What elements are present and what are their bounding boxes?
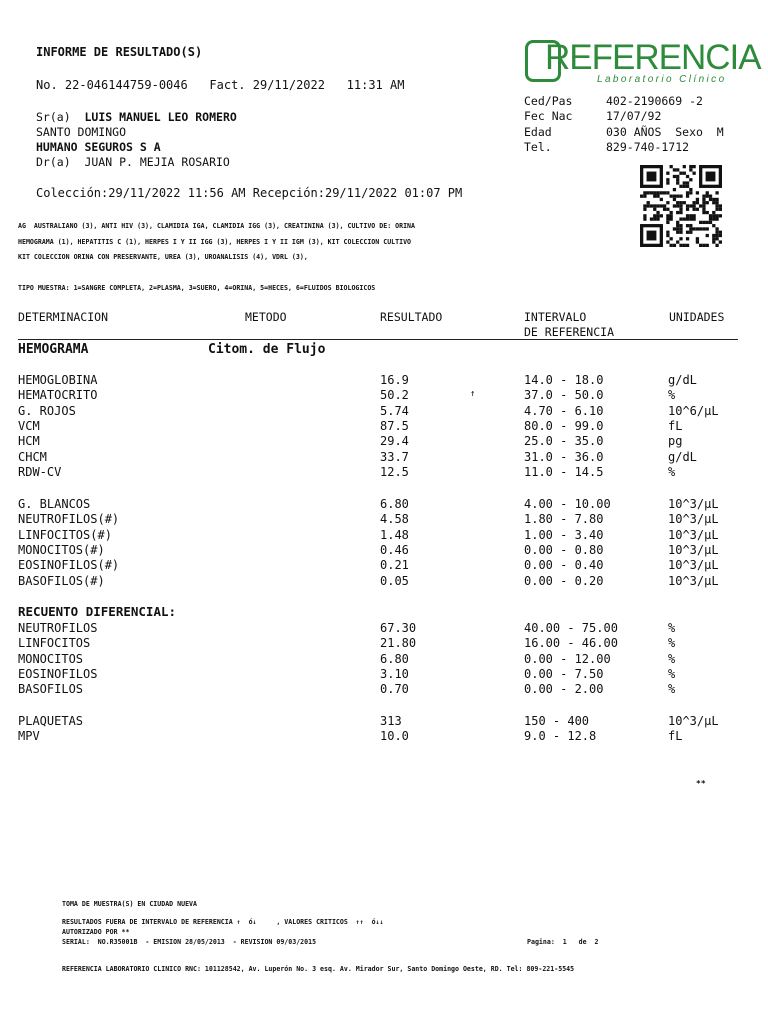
test-name: MONOCITOS(#): [18, 542, 105, 557]
test-reference: 80.0 - 99.0: [524, 418, 604, 433]
table-row: [18, 419, 748, 434]
test-reference: 1.00 - 3.40: [524, 527, 604, 542]
sample-types: TIPO MUESTRA: 1=SANGRE COMPLETA, 2=PLASMA, 3=SUERO, 4=ORINA, 5=HECES, 6=FLUIDOS BIOLOGICOS: [18, 284, 376, 292]
table-row: [18, 450, 748, 465]
test-name: MPV: [18, 729, 40, 744]
test-reference: 37.0 - 50.0: [524, 388, 604, 403]
test-result: 16.9: [380, 373, 409, 387]
insurer: HUMANO SEGUROS S A: [36, 140, 161, 154]
edad-value: 030 AÑOS Sexo M: [606, 125, 724, 139]
tel-label: Tel.: [524, 140, 552, 154]
test-unit: %: [668, 651, 676, 666]
ced-value: 402-2190669 -2: [606, 94, 703, 108]
patient-line: [36, 110, 237, 124]
test-reference: 31.0 - 36.0: [524, 449, 604, 464]
table-row: [18, 434, 748, 449]
test-result: 313: [380, 714, 402, 728]
col-resultado: RESULTADO: [380, 310, 443, 324]
test-name: VCM: [18, 418, 40, 433]
test-name: BASOFILOS(#): [18, 573, 105, 588]
test-reference: 4.70 - 6.10: [524, 403, 604, 418]
test-result: 0.46: [380, 542, 409, 557]
table-row: [18, 497, 748, 512]
test-unit: %: [668, 464, 676, 479]
table-row: [18, 558, 748, 573]
test-name: G. BLANCOS: [18, 497, 91, 511]
test-result: 6.80: [380, 651, 409, 666]
test-reference: 40.00 - 75.00: [524, 621, 618, 635]
col-intervalo: INTERVALO: [524, 310, 587, 324]
table-row: [18, 404, 748, 419]
tests-line-3: KIT COLECCION ORINA CON PRESERVANTE, UREA (3), UROANALISIS (4), VDRL (3),: [18, 253, 308, 261]
test-name: NEUTROFILOS(#): [18, 512, 120, 527]
test-name: CHCM: [18, 449, 47, 464]
test-reference: 25.0 - 35.0: [524, 434, 604, 449]
test-result: 10.0: [380, 729, 409, 744]
ced-label: Ced/Pas: [524, 94, 573, 108]
test-reference: 0.00 - 7.50: [524, 666, 604, 681]
tests-line-1: AG AUSTRALIANO (3), ANTI HIV (3), CLAMIDIA IGA, CLAMIDIA IGG (3), CREATININA (3), CULTIVO DE: ORINA: [18, 222, 415, 230]
lab-logo: [523, 38, 761, 90]
test-result: 0.05: [380, 573, 409, 588]
test-unit: %: [668, 666, 676, 681]
test-reference: 0.00 - 2.00: [524, 682, 604, 697]
test-unit: g/dL: [668, 373, 697, 387]
test-unit: pg: [668, 434, 683, 449]
test-unit: 10^3/µL: [668, 512, 719, 527]
test-result: 29.4: [380, 434, 409, 449]
table-row: [18, 667, 748, 682]
col-unidades: UNIDADES: [669, 310, 725, 324]
test-reference: 150 - 400: [524, 714, 590, 728]
test-name: LINFOCITOS: [18, 636, 91, 651]
section-title: HEMOGRAMA: [18, 342, 89, 357]
test-name: EOSINOFILOS: [18, 666, 98, 681]
test-unit: 10^3/µL: [668, 558, 719, 573]
fec-value: 17/07/92: [606, 109, 662, 123]
footer-pagina: Pagina: 1 de 2: [527, 938, 599, 946]
table-row: [18, 373, 748, 388]
test-name: EOSINOFILOS(#): [18, 558, 120, 573]
table-row: [18, 512, 748, 527]
test-name: PLAQUETAS: [18, 714, 84, 728]
test-name: MONOCITOS: [18, 651, 84, 666]
test-result: 1.48: [380, 527, 409, 542]
test-reference: 0.00 - 0.20: [524, 573, 604, 588]
col-metodo: METODO: [245, 310, 287, 324]
test-name: HEMATOCRITO: [18, 388, 98, 403]
test-unit: %: [668, 636, 676, 651]
test-name: HCM: [18, 434, 40, 449]
test-result: 0.70: [380, 682, 409, 697]
tel-value: 829-740-1712: [606, 140, 690, 154]
test-unit: fL: [668, 418, 683, 433]
test-name: RDW-CV: [18, 464, 62, 479]
test-name: HEMOGLOBINA: [18, 373, 98, 387]
test-unit: fL: [668, 729, 683, 744]
report-title: INFORME DE RESULTADO(S): [36, 45, 203, 59]
footer-toma: TOMA DE MUESTRA(S) EN CIUDAD NUEVA: [62, 900, 197, 908]
test-unit: 10^3/µL: [668, 714, 719, 728]
test-reference: 16.00 - 46.00: [524, 636, 618, 651]
section-method: Citom. de Flujo: [208, 342, 326, 357]
table-row: [18, 543, 748, 558]
test-unit: 10^3/µL: [668, 573, 719, 588]
table-row: [18, 682, 748, 697]
patient-name: LUIS MANUEL LEO ROMERO: [84, 110, 237, 124]
patient-prefix: Sr(a): [36, 110, 71, 124]
tests-line-2: HEMOGRAMA (1), HEPATITIS C (1), HERPES I Y II IGG (3), HERPES I Y II IGM (3), KIT COLECCION CULTIVO: [18, 238, 412, 246]
header-divider: [18, 339, 738, 340]
test-reference: 0.00 - 0.80: [524, 542, 604, 557]
patient-city: SANTO DOMINGO: [36, 125, 127, 139]
doctor: Dr(a) JUAN P. MEJIA ROSARIO: [36, 155, 230, 169]
test-name: G. ROJOS: [18, 403, 76, 418]
table-row: [18, 465, 748, 480]
test-unit: 10^3/µL: [668, 527, 719, 542]
test-result: 33.7: [380, 449, 409, 464]
test-name: LINFOCITOS(#): [18, 527, 112, 542]
test-unit: 10^3/µL: [668, 542, 719, 557]
table-row: [18, 574, 748, 589]
test-reference: 0.00 - 12.00: [524, 651, 611, 666]
table-row: [18, 636, 748, 651]
test-reference: 11.0 - 14.5: [524, 464, 604, 479]
test-unit: 10^3/µL: [668, 497, 719, 511]
table-row: [18, 652, 748, 667]
test-unit: g/dL: [668, 449, 697, 464]
logo-subtitle: Laboratorio Clínico: [597, 74, 727, 85]
test-reference: 0.00 - 0.40: [524, 558, 604, 573]
test-unit: 10^6/µL: [668, 403, 719, 418]
differential-title: RECUENTO DIFERENCIAL:: [18, 604, 177, 619]
test-reference: 4.00 - 10.00: [524, 497, 611, 511]
test-result: 3.10: [380, 666, 409, 681]
end-mark: **: [696, 779, 706, 788]
footer-serial: SERIAL: NO.R35001B - EMISION 28/05/2013 - REVISION 09/03/2015: [62, 938, 317, 946]
test-name: NEUTROFILOS: [18, 621, 98, 635]
test-unit: %: [668, 388, 676, 403]
test-reference: 14.0 - 18.0: [524, 373, 604, 387]
footer-legend: RESULTADOS FUERA DE INTERVALO DE REFERENCIA ↑ ó↓ , VALORES CRITICOS ↑↑ ó↓↓: [62, 918, 384, 926]
table-row: [18, 714, 748, 729]
footer-address: REFERENCIA LABORATORIO CLINICO RNC: 101128542, Av. Luperón No. 3 esq. Av. Mirador Sur, Santo Domingo Oeste, RD. Tel: 809-221-5545: [62, 965, 575, 973]
table-row: [18, 388, 748, 403]
table-row: [18, 729, 748, 744]
footer-autorizado: AUTORIZADO POR **: [62, 928, 130, 936]
test-unit: %: [668, 621, 676, 635]
col-de-referencia: DE REFERENCIA: [524, 325, 615, 339]
test-unit: %: [668, 682, 676, 697]
test-result: 21.80: [380, 636, 417, 651]
fec-label: Fec Nac: [524, 109, 573, 123]
test-reference: 9.0 - 12.8: [524, 729, 597, 744]
test-result: 4.58: [380, 512, 409, 527]
test-result: 12.5: [380, 464, 409, 479]
test-name: BASOFILOS: [18, 682, 84, 697]
test-result: 87.5: [380, 418, 409, 433]
test-result: 67.30: [380, 621, 417, 635]
out-of-range-flag-icon: ↑: [470, 389, 476, 400]
report-number-line: No. 22-046144759-0046 Fact. 29/11/2022 11:31 AM: [36, 78, 405, 92]
test-reference: 1.80 - 7.80: [524, 512, 604, 527]
logo-word: REFERENCIA: [545, 38, 761, 77]
col-determinacion: DETERMINACION: [18, 310, 109, 324]
collection-line: Colección:29/11/2022 11:56 AM Recepción:29/11/2022 01:07 PM: [36, 186, 463, 200]
qr-code-icon: [640, 165, 722, 247]
edad-label: Edad: [524, 125, 552, 139]
table-row: [18, 621, 748, 636]
test-result: 5.74: [380, 403, 409, 418]
test-result: 0.21: [380, 558, 409, 573]
table-row: [18, 528, 748, 543]
test-result: 6.80: [380, 497, 409, 511]
test-result: 50.2: [380, 388, 409, 403]
